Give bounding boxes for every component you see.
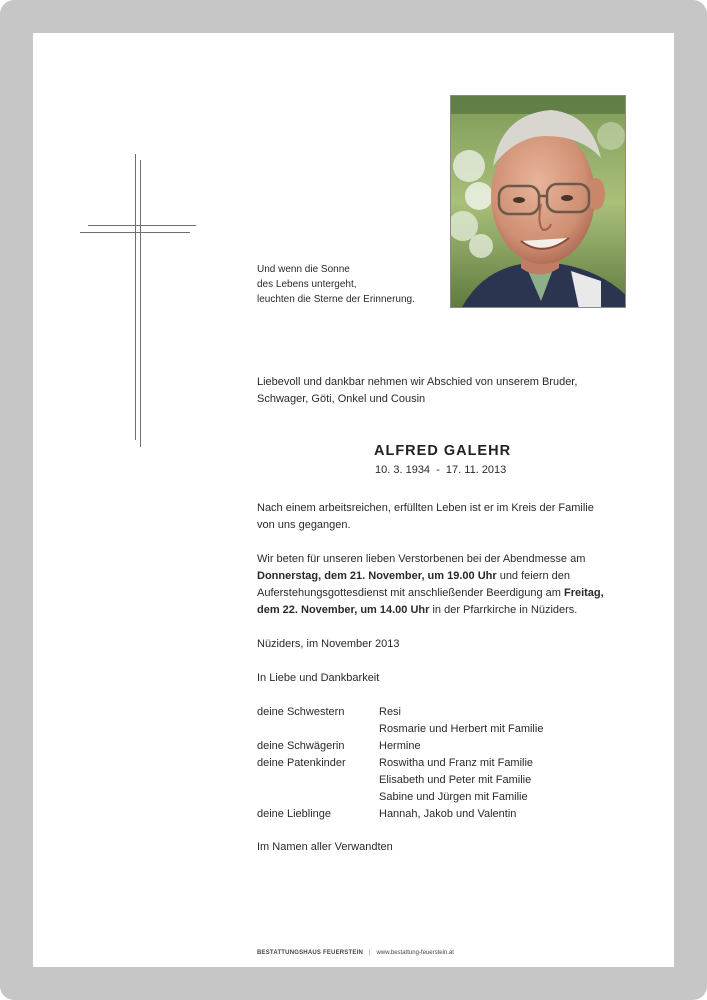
paragraph2-line-3-text: Auferstehungsgottesdienst mit anschließender Beerdigung am bbox=[257, 587, 564, 599]
paragraph2-line-2-rest: und feiern den bbox=[496, 570, 571, 582]
poem-line-3: leuchten die Sterne der Erinnerung. bbox=[257, 294, 415, 305]
mourner-name: Resi bbox=[379, 706, 402, 718]
paragraph2-line-4-rest: in der Pfarrkirche in Nüziders. bbox=[429, 604, 578, 616]
funeral-home-name: BESTATTUNGSHAUS FEUERSTEIN bbox=[257, 950, 363, 956]
mourner-name: Rosmarie und Herbert mit Familie bbox=[379, 723, 544, 735]
signoff-line: Im Namen aller Verwandten bbox=[257, 841, 393, 853]
place-date: Nüziders, im November 2013 bbox=[257, 638, 400, 650]
poem-line-2: des Lebens untergeht, bbox=[257, 279, 357, 290]
paragraph2-line-4 bbox=[257, 602, 577, 619]
life-dates: 10. 3. 1934 - 17. 11. 2013 bbox=[375, 464, 507, 476]
footer-separator: | bbox=[368, 950, 371, 956]
mourner-name: Roswitha und Franz mit Familie bbox=[379, 757, 534, 769]
mourner-role: deine Patenkinder bbox=[257, 757, 346, 769]
mourner-role: deine Schwestern bbox=[257, 706, 345, 718]
funeral-home-url[interactable]: www.bestattung-feuerstein.at bbox=[376, 950, 454, 956]
mourner-role: deine Schwägerin bbox=[257, 740, 345, 752]
mourner-role: deine Lieblinge bbox=[257, 808, 332, 820]
mourner-name: Hermine bbox=[379, 740, 421, 752]
mourner-name: Hannah, Jakob und Valentin bbox=[379, 808, 517, 820]
paragraph2-line-2 bbox=[257, 568, 570, 585]
paragraph2-line-3 bbox=[257, 585, 604, 602]
funeral-day: Freitag, bbox=[563, 587, 604, 599]
portrait-photo bbox=[450, 95, 626, 308]
paragraph1-line-1: Nach einem arbeitsreichen, erfüllten Leben ist er im Kreis der Familie bbox=[257, 502, 594, 514]
intro-line-1: Liebevoll und dankbar nehmen wir Abschied von unserem Bruder, bbox=[257, 376, 578, 388]
poem-line-1: Und wenn die Sonne bbox=[257, 264, 350, 275]
paragraph1-line-2: von uns gegangen. bbox=[257, 519, 351, 531]
funeral-date: dem 22. November, um 14.00 Uhr bbox=[257, 604, 430, 616]
footer bbox=[257, 950, 454, 956]
mourner-name: Elisabeth und Peter mit Familie bbox=[379, 774, 532, 786]
deceased-name: ALFRED GALEHR bbox=[374, 443, 512, 459]
closing-line: In Liebe und Dankbarkeit bbox=[257, 672, 380, 684]
paragraph2-line-1: Wir beten für unseren lieben Verstorbenen bei der Abendmesse am bbox=[257, 553, 586, 565]
service-evening-date: Donnerstag, dem 21. November, um 19.00 Uhr bbox=[257, 570, 497, 582]
mourner-name: Sabine und Jürgen mit Familie bbox=[379, 791, 528, 803]
intro-line-2: Schwager, Göti, Onkel und Cousin bbox=[257, 393, 426, 405]
